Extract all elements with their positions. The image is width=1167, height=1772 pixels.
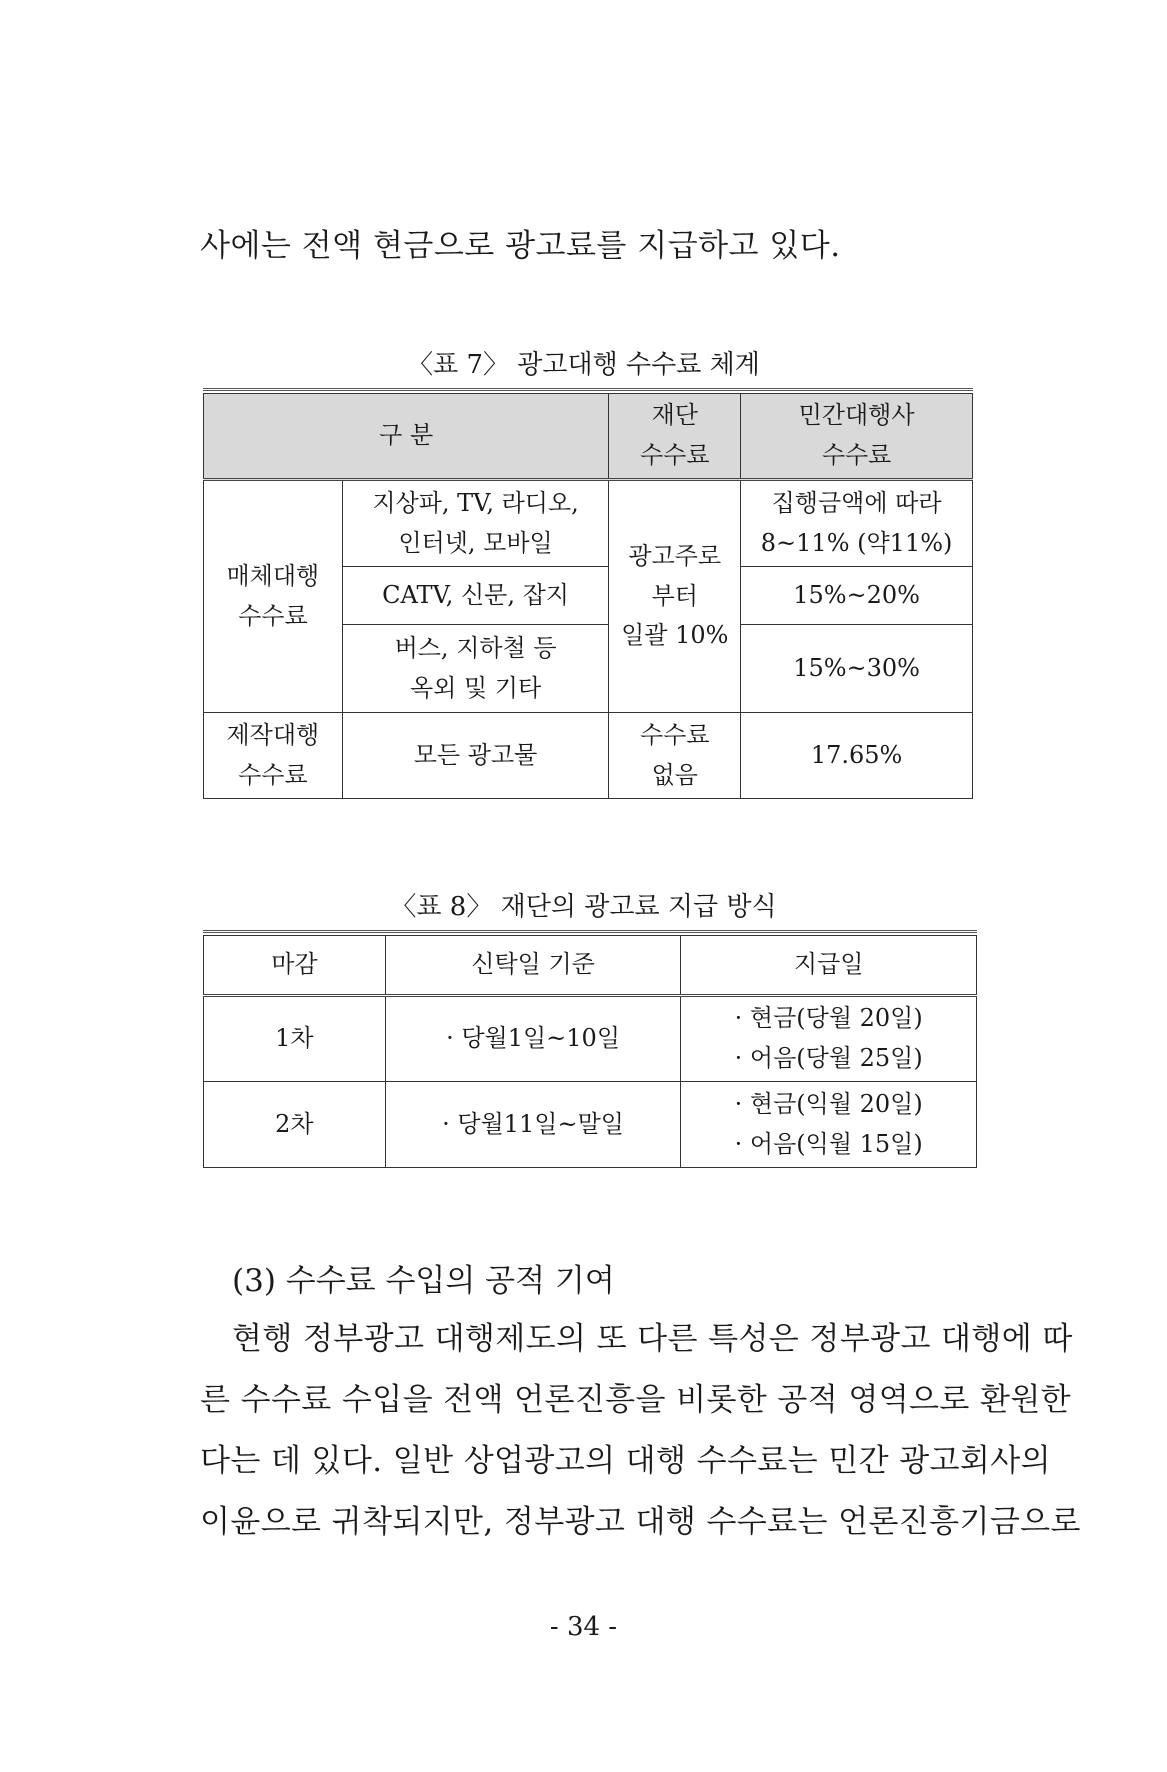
table7-top-rule <box>203 388 973 391</box>
header-private-fee: 민간대행사 수수료 <box>741 394 973 480</box>
media-cell: 지상파, TV, 라디오, 인터넷, 모바일 <box>342 480 609 567</box>
paragraph-line: 다는 데 있다. 일반 상업광고의 대행 수수료는 민간 광고회사의 <box>200 1443 1051 1479</box>
table-row <box>204 996 977 1082</box>
table-row <box>204 1082 977 1168</box>
deadline-cell: 2차 <box>204 1082 386 1168</box>
table8-top-rule <box>203 930 977 933</box>
table7-header-row <box>204 394 973 480</box>
payment-cell: · 현금(당월 20일) · 어음(당월 25일) <box>681 996 977 1082</box>
media-cell: 버스, 지하철 등 옥외 및 기타 <box>342 625 609 713</box>
table-row <box>204 713 973 799</box>
production-agency-fee-label: 제작대행 수수료 <box>204 713 343 799</box>
payment-method-table <box>203 935 977 1168</box>
paragraph-line: 른 수수료 수입을 전액 언론진흥을 비롯한 공적 영역으로 환원한 <box>200 1382 1072 1418</box>
section-heading: (3) 수수료 수입의 공적 기여 <box>232 1263 615 1299</box>
page-number: - 34 - <box>549 1612 618 1642</box>
basis-cell: · 당월11일~말일 <box>385 1082 681 1168</box>
table8-caption: 〈표 8〉 재단의 광고료 지급 방식 <box>390 892 777 922</box>
intro-line: 사에는 전액 현금으로 광고료를 지급하고 있다. <box>200 228 841 264</box>
table8-header-row <box>204 936 977 996</box>
header-deadline: 마감 <box>204 936 386 996</box>
private-fee-cell: 집행금액에 따라 8~11% (약11%) <box>741 480 973 567</box>
foundation-fee-merged-cell: 광고주로 부터 일괄 10% <box>609 480 741 713</box>
table7-caption: 〈표 7〉 광고대행 수수료 체계 <box>407 350 760 380</box>
payment-cell: · 현금(익월 20일) · 어음(익월 15일) <box>681 1082 977 1168</box>
basis-cell: · 당월1일~10일 <box>385 996 681 1082</box>
fee-structure-table <box>203 393 973 799</box>
private-fee-cell: 17.65% <box>741 713 973 799</box>
private-fee-cell: 15%~20% <box>741 567 973 625</box>
header-category: 구 분 <box>204 394 609 480</box>
header-foundation-fee: 재단 수수료 <box>609 394 741 480</box>
paragraph-line: 이윤으로 귀착되지만, 정부광고 대행 수수료는 언론진흥기금으로 <box>200 1504 1081 1540</box>
table-row <box>204 480 973 567</box>
paragraph-line: 현행 정부광고 대행제도의 또 다른 특성은 정부광고 대행에 따 <box>232 1321 1073 1357</box>
media-cell: 모든 광고물 <box>342 713 609 799</box>
media-agency-fee-label: 매체대행 수수료 <box>204 480 343 713</box>
media-cell: CATV, 신문, 잡지 <box>342 567 609 625</box>
header-trust-date-basis: 신탁일 기준 <box>385 936 681 996</box>
header-payment-date: 지급일 <box>681 936 977 996</box>
foundation-fee-cell: 수수료 없음 <box>609 713 741 799</box>
private-fee-cell: 15%~30% <box>741 625 973 713</box>
deadline-cell: 1차 <box>204 996 386 1082</box>
